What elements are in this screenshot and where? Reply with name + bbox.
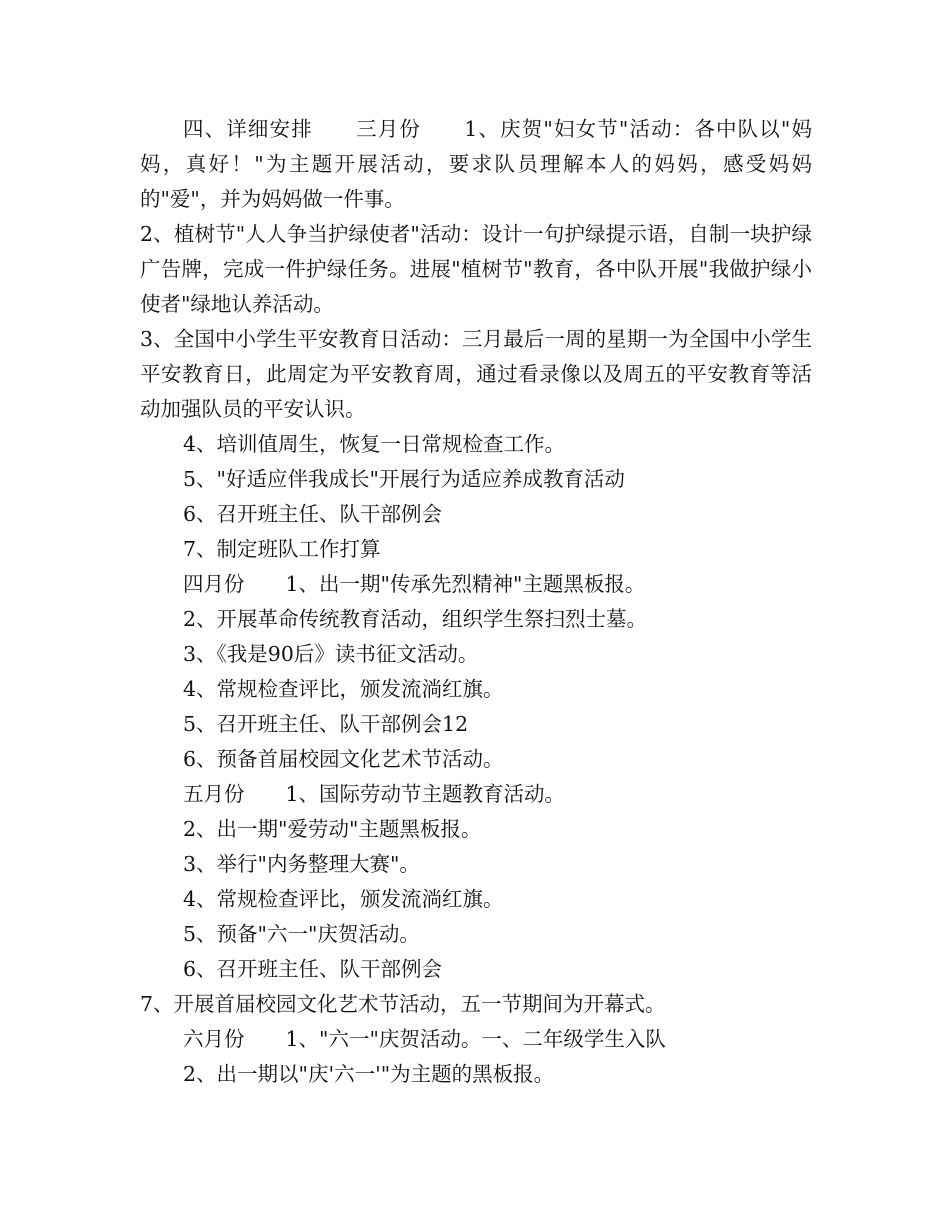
paragraph-march-7: 7、制定班队工作打算 — [183, 537, 381, 561]
paragraph-april-4: 4、常规检查评比，颁发流淌红旗。 — [183, 677, 504, 701]
paragraph-march-2: 2、植树节"人人争当护绿使者"活动：设计一句护绿提示语，自制一块护绿广告牌，完成一件护绿任务。进展"植树节"教育，各中队开展"我做护绿小使者"绿地认养活动。 — [140, 222, 812, 316]
paragraph-may-4: 4、常规检查评比，颁发流淌红旗。 — [183, 887, 504, 911]
paragraph-april-6: 6、预备首届校园文化艺术节活动。 — [183, 747, 504, 771]
paragraph-march-3: 3、全国中小学生平安教育日活动：三月最后一周的星期一为全国中小学生平安教育日，此周定为平安教育周，通过看录像以及周五的平安教育等活动加强队员的平安认识。 — [140, 327, 812, 421]
paragraph-june-2: 2、出一期以"庆'六一'"为主题的黑板报。 — [183, 1062, 555, 1086]
paragraph-march-5: 5、"好适应伴我成长"开展行为适应养成教育活动 — [183, 467, 625, 491]
paragraph-may-5: 5、预备"六一"庆贺活动。 — [183, 922, 420, 946]
paragraph-april-5: 5、召开班主任、队干部例会12 — [183, 712, 469, 736]
paragraph-may-6: 6、召开班主任、队干部例会 — [183, 957, 443, 981]
paragraph-may-7: 7、开展首届校园文化艺术节活动，五一节期间为开幕式。 — [140, 992, 666, 1016]
paragraph-may-2: 2、出一期"爱劳动"主题黑板报。 — [183, 817, 482, 841]
paragraph-may-header: 五月份 1、国际劳动节主题教育活动。 — [183, 782, 566, 806]
paragraph-april-3: 3、《我是90后》读书征文活动。 — [183, 642, 479, 666]
paragraph-april-2: 2、开展革命传统教育活动，组织学生祭扫烈士墓。 — [183, 607, 648, 631]
paragraph-june-header: 六月份 1、"六一"庆贺活动。一、二年级学生入队 — [183, 1027, 666, 1051]
document-body — [140, 112, 812, 1092]
paragraph-march-header: 四、详细安排 三月份 1、庆贺"妇女节"活动：各中队以"妈妈，真好！"为主题开展活动，要求队员理解本人的妈妈，感受妈妈的"爱"，并为妈妈做一件事。 — [140, 117, 812, 211]
paragraph-april-header: 四月份 1、出一期"传承先烈精神"主题黑板报。 — [183, 572, 646, 596]
paragraph-march-4: 4、培训值周生，恢复一日常规检查工作。 — [183, 432, 566, 456]
paragraph-may-3: 3、举行"内务整理大赛"。 — [183, 852, 420, 876]
paragraph-march-6: 6、召开班主任、队干部例会 — [183, 502, 443, 526]
